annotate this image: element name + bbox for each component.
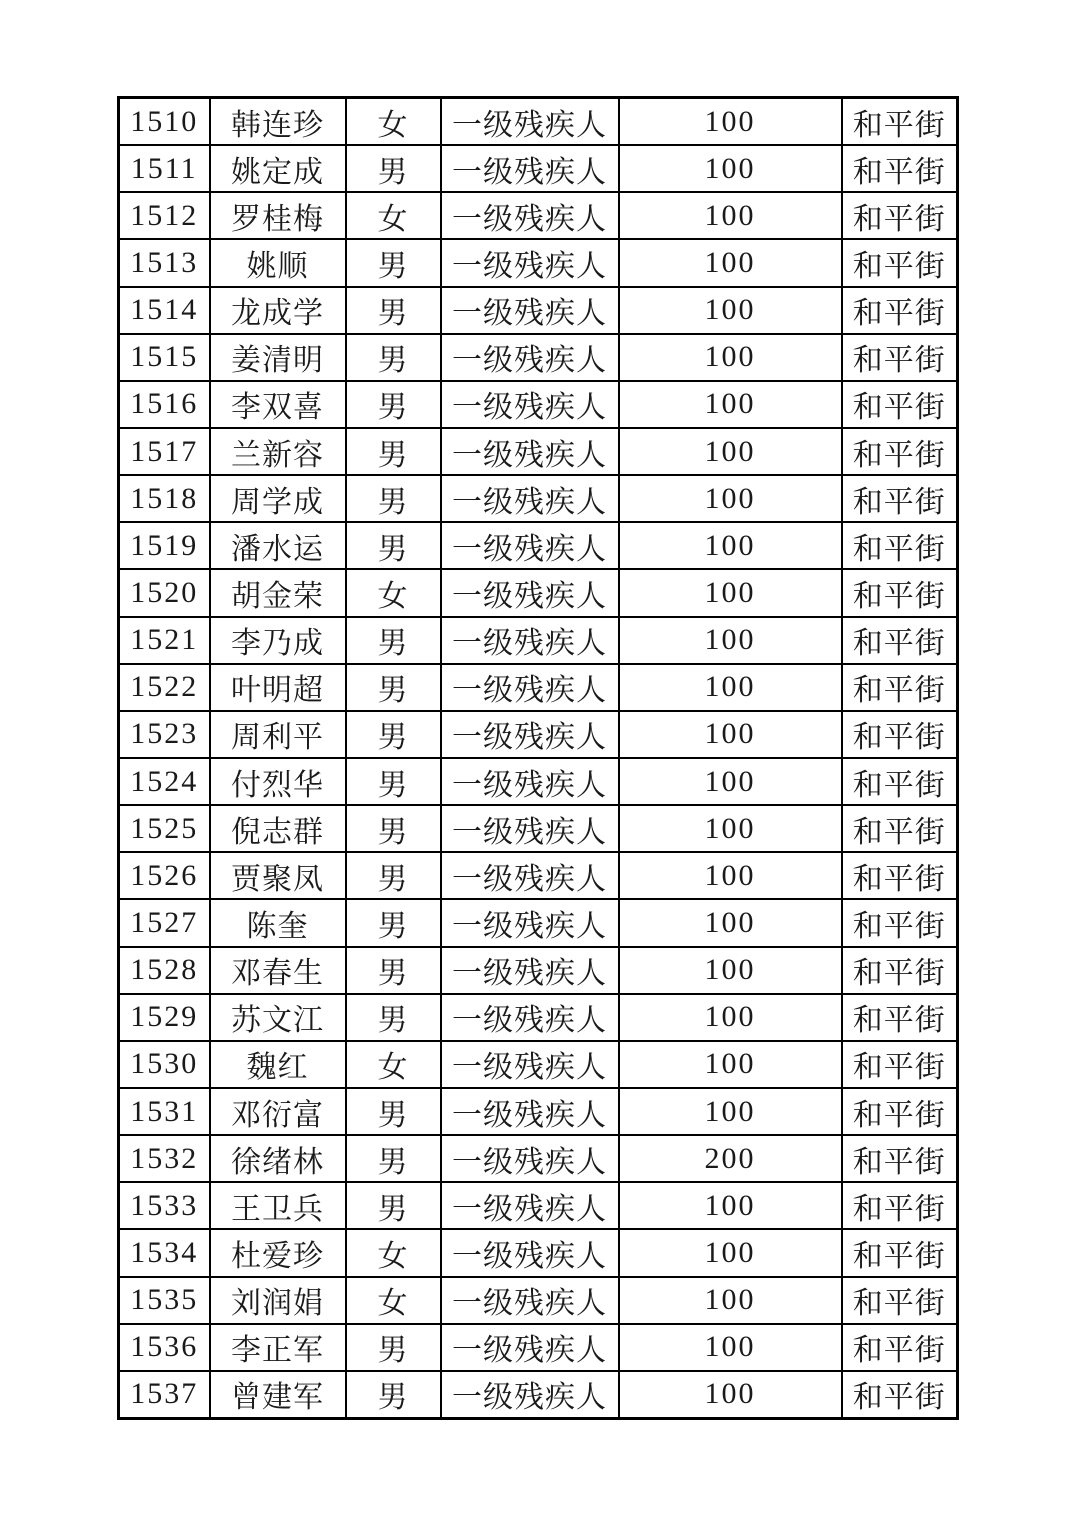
cell-serial-number: 1525 [119, 805, 210, 852]
cell-amount: 100 [619, 758, 842, 805]
cell-category: 一级残疾人 [441, 899, 619, 946]
cell-category: 一级残疾人 [441, 287, 619, 334]
cell-category: 一级残疾人 [441, 617, 619, 664]
cell-gender: 男 [346, 1324, 441, 1371]
cell-gender: 男 [346, 475, 441, 522]
table-row [119, 664, 958, 711]
cell-street: 和平街 [842, 569, 958, 616]
cell-person-name: 李乃成 [210, 617, 346, 664]
cell-person-name: 魏红 [210, 1041, 346, 1088]
cell-street: 和平街 [842, 428, 958, 475]
cell-gender: 男 [346, 711, 441, 758]
cell-person-name: 罗桂梅 [210, 192, 346, 239]
cell-amount: 100 [619, 899, 842, 946]
table-row [119, 947, 958, 994]
cell-gender: 男 [346, 334, 441, 381]
cell-category: 一级残疾人 [441, 1371, 619, 1419]
cell-amount: 100 [619, 947, 842, 994]
cell-serial-number: 1532 [119, 1135, 210, 1182]
cell-category: 一级残疾人 [441, 758, 619, 805]
cell-gender: 女 [346, 98, 441, 146]
table-row [119, 569, 958, 616]
cell-category: 一级残疾人 [441, 664, 619, 711]
cell-serial-number: 1533 [119, 1182, 210, 1229]
cell-gender: 男 [346, 145, 441, 192]
table-row [119, 617, 958, 664]
cell-amount: 100 [619, 287, 842, 334]
cell-person-name: 周利平 [210, 711, 346, 758]
cell-amount: 100 [619, 1088, 842, 1135]
cell-amount: 100 [619, 98, 842, 146]
cell-street: 和平街 [842, 522, 958, 569]
cell-serial-number: 1530 [119, 1041, 210, 1088]
table-row [119, 522, 958, 569]
table-row [119, 1277, 958, 1324]
cell-category: 一级残疾人 [441, 522, 619, 569]
cell-street: 和平街 [842, 98, 958, 146]
cell-street: 和平街 [842, 192, 958, 239]
cell-street: 和平街 [842, 852, 958, 899]
cell-serial-number: 1515 [119, 334, 210, 381]
cell-category: 一级残疾人 [441, 1277, 619, 1324]
cell-street: 和平街 [842, 758, 958, 805]
cell-person-name: 贾聚凤 [210, 852, 346, 899]
cell-category: 一级残疾人 [441, 947, 619, 994]
cell-gender: 男 [346, 1182, 441, 1229]
cell-street: 和平街 [842, 711, 958, 758]
cell-person-name: 姚定成 [210, 145, 346, 192]
table-row [119, 1041, 958, 1088]
cell-person-name: 李双喜 [210, 381, 346, 428]
cell-street: 和平街 [842, 1277, 958, 1324]
cell-amount: 100 [619, 1229, 842, 1276]
cell-gender: 男 [346, 899, 441, 946]
table-row [119, 239, 958, 286]
table-row [119, 1371, 958, 1419]
table-row [119, 994, 958, 1041]
cell-amount: 100 [619, 239, 842, 286]
table-row [119, 145, 958, 192]
table-row [119, 287, 958, 334]
cell-person-name: 徐绪林 [210, 1135, 346, 1182]
cell-gender: 男 [346, 287, 441, 334]
cell-gender: 男 [346, 1135, 441, 1182]
cell-person-name: 姚顺 [210, 239, 346, 286]
cell-serial-number: 1531 [119, 1088, 210, 1135]
cell-gender: 男 [346, 994, 441, 1041]
cell-serial-number: 1527 [119, 899, 210, 946]
cell-category: 一级残疾人 [441, 1324, 619, 1371]
table-row [119, 852, 958, 899]
cell-street: 和平街 [842, 1088, 958, 1135]
cell-category: 一级残疾人 [441, 1229, 619, 1276]
cell-amount: 100 [619, 522, 842, 569]
cell-person-name: 陈奎 [210, 899, 346, 946]
cell-person-name: 韩连珍 [210, 98, 346, 146]
subsidy-roster-table [117, 96, 959, 1420]
table-row [119, 428, 958, 475]
cell-serial-number: 1526 [119, 852, 210, 899]
cell-amount: 100 [619, 805, 842, 852]
cell-gender: 男 [346, 428, 441, 475]
cell-person-name: 潘水运 [210, 522, 346, 569]
cell-street: 和平街 [842, 1324, 958, 1371]
cell-category: 一级残疾人 [441, 428, 619, 475]
table-row [119, 381, 958, 428]
cell-serial-number: 1521 [119, 617, 210, 664]
cell-person-name: 周学成 [210, 475, 346, 522]
cell-person-name: 苏文江 [210, 994, 346, 1041]
cell-person-name: 倪志群 [210, 805, 346, 852]
cell-amount: 200 [619, 1135, 842, 1182]
cell-serial-number: 1536 [119, 1324, 210, 1371]
cell-gender: 男 [346, 239, 441, 286]
cell-category: 一级残疾人 [441, 569, 619, 616]
cell-person-name: 杜爱珍 [210, 1229, 346, 1276]
cell-serial-number: 1510 [119, 98, 210, 146]
cell-amount: 100 [619, 1324, 842, 1371]
cell-person-name: 姜清明 [210, 334, 346, 381]
cell-serial-number: 1519 [119, 522, 210, 569]
cell-serial-number: 1529 [119, 994, 210, 1041]
table-row [119, 711, 958, 758]
table-row [119, 1229, 958, 1276]
cell-category: 一级残疾人 [441, 711, 619, 758]
cell-gender: 女 [346, 192, 441, 239]
cell-person-name: 邓衍富 [210, 1088, 346, 1135]
cell-street: 和平街 [842, 475, 958, 522]
cell-category: 一级残疾人 [441, 381, 619, 428]
cell-street: 和平街 [842, 334, 958, 381]
table-row [119, 758, 958, 805]
cell-amount: 100 [619, 381, 842, 428]
cell-street: 和平街 [842, 617, 958, 664]
cell-serial-number: 1535 [119, 1277, 210, 1324]
cell-street: 和平街 [842, 381, 958, 428]
cell-category: 一级残疾人 [441, 1088, 619, 1135]
cell-amount: 100 [619, 1277, 842, 1324]
cell-serial-number: 1528 [119, 947, 210, 994]
cell-gender: 男 [346, 852, 441, 899]
cell-person-name: 付烈华 [210, 758, 346, 805]
cell-person-name: 曾建军 [210, 1371, 346, 1419]
cell-amount: 100 [619, 569, 842, 616]
cell-amount: 100 [619, 664, 842, 711]
cell-street: 和平街 [842, 994, 958, 1041]
cell-gender: 女 [346, 1277, 441, 1324]
cell-amount: 100 [619, 145, 842, 192]
cell-serial-number: 1523 [119, 711, 210, 758]
cell-street: 和平街 [842, 1229, 958, 1276]
cell-category: 一级残疾人 [441, 475, 619, 522]
cell-amount: 100 [619, 475, 842, 522]
cell-street: 和平街 [842, 947, 958, 994]
cell-person-name: 邓春生 [210, 947, 346, 994]
cell-street: 和平街 [842, 1135, 958, 1182]
cell-gender: 男 [346, 1088, 441, 1135]
cell-serial-number: 1517 [119, 428, 210, 475]
cell-serial-number: 1524 [119, 758, 210, 805]
cell-serial-number: 1513 [119, 239, 210, 286]
cell-gender: 女 [346, 569, 441, 616]
cell-gender: 男 [346, 805, 441, 852]
cell-category: 一级残疾人 [441, 145, 619, 192]
cell-gender: 女 [346, 1041, 441, 1088]
cell-category: 一级残疾人 [441, 1041, 619, 1088]
table-row [119, 1088, 958, 1135]
cell-amount: 100 [619, 192, 842, 239]
table-row [119, 805, 958, 852]
table-row [119, 1324, 958, 1371]
table-row [119, 334, 958, 381]
table-row [119, 192, 958, 239]
cell-person-name: 刘润娟 [210, 1277, 346, 1324]
cell-street: 和平街 [842, 805, 958, 852]
cell-street: 和平街 [842, 145, 958, 192]
cell-person-name: 王卫兵 [210, 1182, 346, 1229]
cell-gender: 男 [346, 664, 441, 711]
cell-category: 一级残疾人 [441, 334, 619, 381]
table-row [119, 98, 958, 146]
cell-person-name: 兰新容 [210, 428, 346, 475]
cell-amount: 100 [619, 617, 842, 664]
cell-amount: 100 [619, 1182, 842, 1229]
cell-category: 一级残疾人 [441, 98, 619, 146]
cell-gender: 男 [346, 522, 441, 569]
cell-serial-number: 1520 [119, 569, 210, 616]
cell-person-name: 龙成学 [210, 287, 346, 334]
cell-category: 一级残疾人 [441, 192, 619, 239]
cell-street: 和平街 [842, 1041, 958, 1088]
cell-street: 和平街 [842, 239, 958, 286]
cell-amount: 100 [619, 1041, 842, 1088]
cell-serial-number: 1537 [119, 1371, 210, 1419]
cell-person-name: 李正军 [210, 1324, 346, 1371]
cell-serial-number: 1522 [119, 664, 210, 711]
table-body [119, 98, 958, 1419]
cell-street: 和平街 [842, 287, 958, 334]
cell-person-name: 叶明超 [210, 664, 346, 711]
table-row [119, 475, 958, 522]
cell-street: 和平街 [842, 1371, 958, 1419]
cell-serial-number: 1514 [119, 287, 210, 334]
cell-serial-number: 1518 [119, 475, 210, 522]
cell-amount: 100 [619, 1371, 842, 1419]
cell-category: 一级残疾人 [441, 994, 619, 1041]
table-row [119, 1135, 958, 1182]
cell-category: 一级残疾人 [441, 852, 619, 899]
cell-serial-number: 1512 [119, 192, 210, 239]
cell-serial-number: 1511 [119, 145, 210, 192]
table-row [119, 1182, 958, 1229]
cell-person-name: 胡金荣 [210, 569, 346, 616]
cell-serial-number: 1516 [119, 381, 210, 428]
cell-street: 和平街 [842, 1182, 958, 1229]
cell-amount: 100 [619, 428, 842, 475]
cell-gender: 男 [346, 947, 441, 994]
cell-street: 和平街 [842, 664, 958, 711]
cell-gender: 男 [346, 381, 441, 428]
cell-category: 一级残疾人 [441, 1135, 619, 1182]
cell-street: 和平街 [842, 899, 958, 946]
cell-gender: 男 [346, 617, 441, 664]
cell-category: 一级残疾人 [441, 805, 619, 852]
cell-category: 一级残疾人 [441, 239, 619, 286]
cell-category: 一级残疾人 [441, 1182, 619, 1229]
cell-gender: 女 [346, 1229, 441, 1276]
cell-amount: 100 [619, 334, 842, 381]
cell-gender: 男 [346, 758, 441, 805]
cell-amount: 100 [619, 994, 842, 1041]
table-row [119, 899, 958, 946]
cell-amount: 100 [619, 852, 842, 899]
cell-amount: 100 [619, 711, 842, 758]
cell-serial-number: 1534 [119, 1229, 210, 1276]
cell-gender: 男 [346, 1371, 441, 1419]
